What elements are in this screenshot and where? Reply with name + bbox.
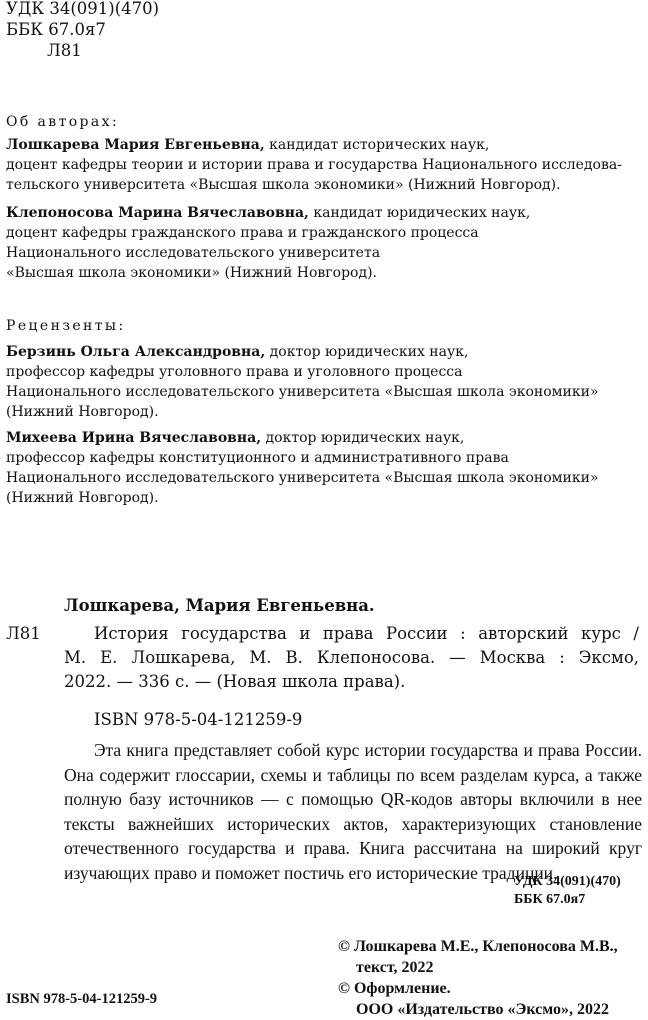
copyright-line: © Оформление. [338,980,451,997]
author-detail-line: «Высшая школа экономики» (Нижний Новгород). [6,265,377,281]
udk-code: УДК 34(091)(470) [6,0,160,18]
copyright-line: текст, 2022 [356,959,434,976]
reviewer-detail-line: профессор кафедры конституционного и административного права [6,450,509,466]
catalog-codes [514,873,621,909]
reviewer-detail-line: Национального исследовательского университета «Высшая школа экономики» [6,384,599,400]
reviewer-block-1 [6,342,599,422]
reviewer-name: Берзинь Ольга Александровна, [6,344,266,360]
author-detail-line: доцент кафедры гражданского права и гражданского процесса [6,225,479,241]
reviewer-degree: доктор юридических наук, [265,344,469,360]
catalog-record [64,622,639,694]
catalog-author-heading: Лошкарева, Мария Евгеньевна. [64,596,375,615]
author-detail-line: Национального исследовательского университета [6,245,381,261]
catalog-mark: Л81 [6,624,41,643]
record-line: История государства и права России : авторский курс / [94,624,639,643]
author-block-2 [6,203,530,283]
copyright-line: © Лошкарева М.Е., Клепоносова М.В., [338,938,618,955]
reviewer-degree: доктор юридических наук, [261,430,465,446]
reviewer-detail-line: (Нижний Новгород). [6,404,159,420]
reviewers-heading: Рецензенты: [6,318,126,334]
annotation-line: тексты важнейших исторических актов, характеризующих становление [64,813,642,834]
catalog-udk: УДК 34(091)(470) [514,874,621,889]
reviewer-detail-line: (Нижний Новгород). [6,490,159,506]
annotation [64,738,642,885]
author-name: Лошкарева Мария Евгеньевна, [6,137,265,153]
annotation-line: полную базу источников — с помощью QR-кодов авторы включили в нее [64,789,642,809]
about-authors-heading: Об авторах: [6,114,120,130]
reviewer-detail-line: Национального исследовательского университета «Высшая школа экономики» [6,470,599,486]
author-name: Клепоносова Марина Вячеславовна, [6,205,309,221]
record-line: М. Е. Лошкарева, М. В. Клепоносова. — Москва : Эксмо, [64,648,639,667]
author-detail-line: тельского университета «Высшая школа экономики» (Нижний Новгород). [6,177,561,193]
classification-codes [6,0,159,61]
copyright-block [338,936,618,1020]
annotation-line: изучающих право и поможет постичь его исторические традиции. [64,862,558,883]
record-line: 2022. — 336 с. — (Новая школа права). [64,672,406,691]
author-degree: кандидат юридических наук, [308,205,531,221]
bottom-isbn: ISBN 978-5-04-121259-9 [6,991,158,1007]
catalog-bbk: ББК 67.0я7 [514,892,586,907]
catalog-isbn: ISBN 978-5-04-121259-9 [94,710,303,729]
author-degree: кандидат исторических наук, [264,137,490,153]
reviewer-name: Михеева Ирина Вячеславовна, [6,430,262,446]
author-block-1 [6,135,622,195]
copyright-line: ООО «Издательство «Эксмо», 2022 [356,1001,609,1018]
reviewer-block-2 [6,428,599,508]
annotation-line: Она содержит глоссарии, схемы и таблицы по всем разделам курса, а также [64,764,642,785]
author-mark: Л81 [47,41,82,60]
reviewer-detail-line: профессор кафедры уголовного права и уголовного процесса [6,364,463,380]
annotation-line: отечественного государства и права. Книга рассчитана на широкий круг [64,838,642,858]
annotation-line: Эта книга представляет собой курс истории государства и права России. [94,740,642,760]
bbk-code: ББК 67.0я7 [6,20,106,39]
author-detail-line: доцент кафедры теории и истории права и государства Национального исследова- [6,157,622,173]
